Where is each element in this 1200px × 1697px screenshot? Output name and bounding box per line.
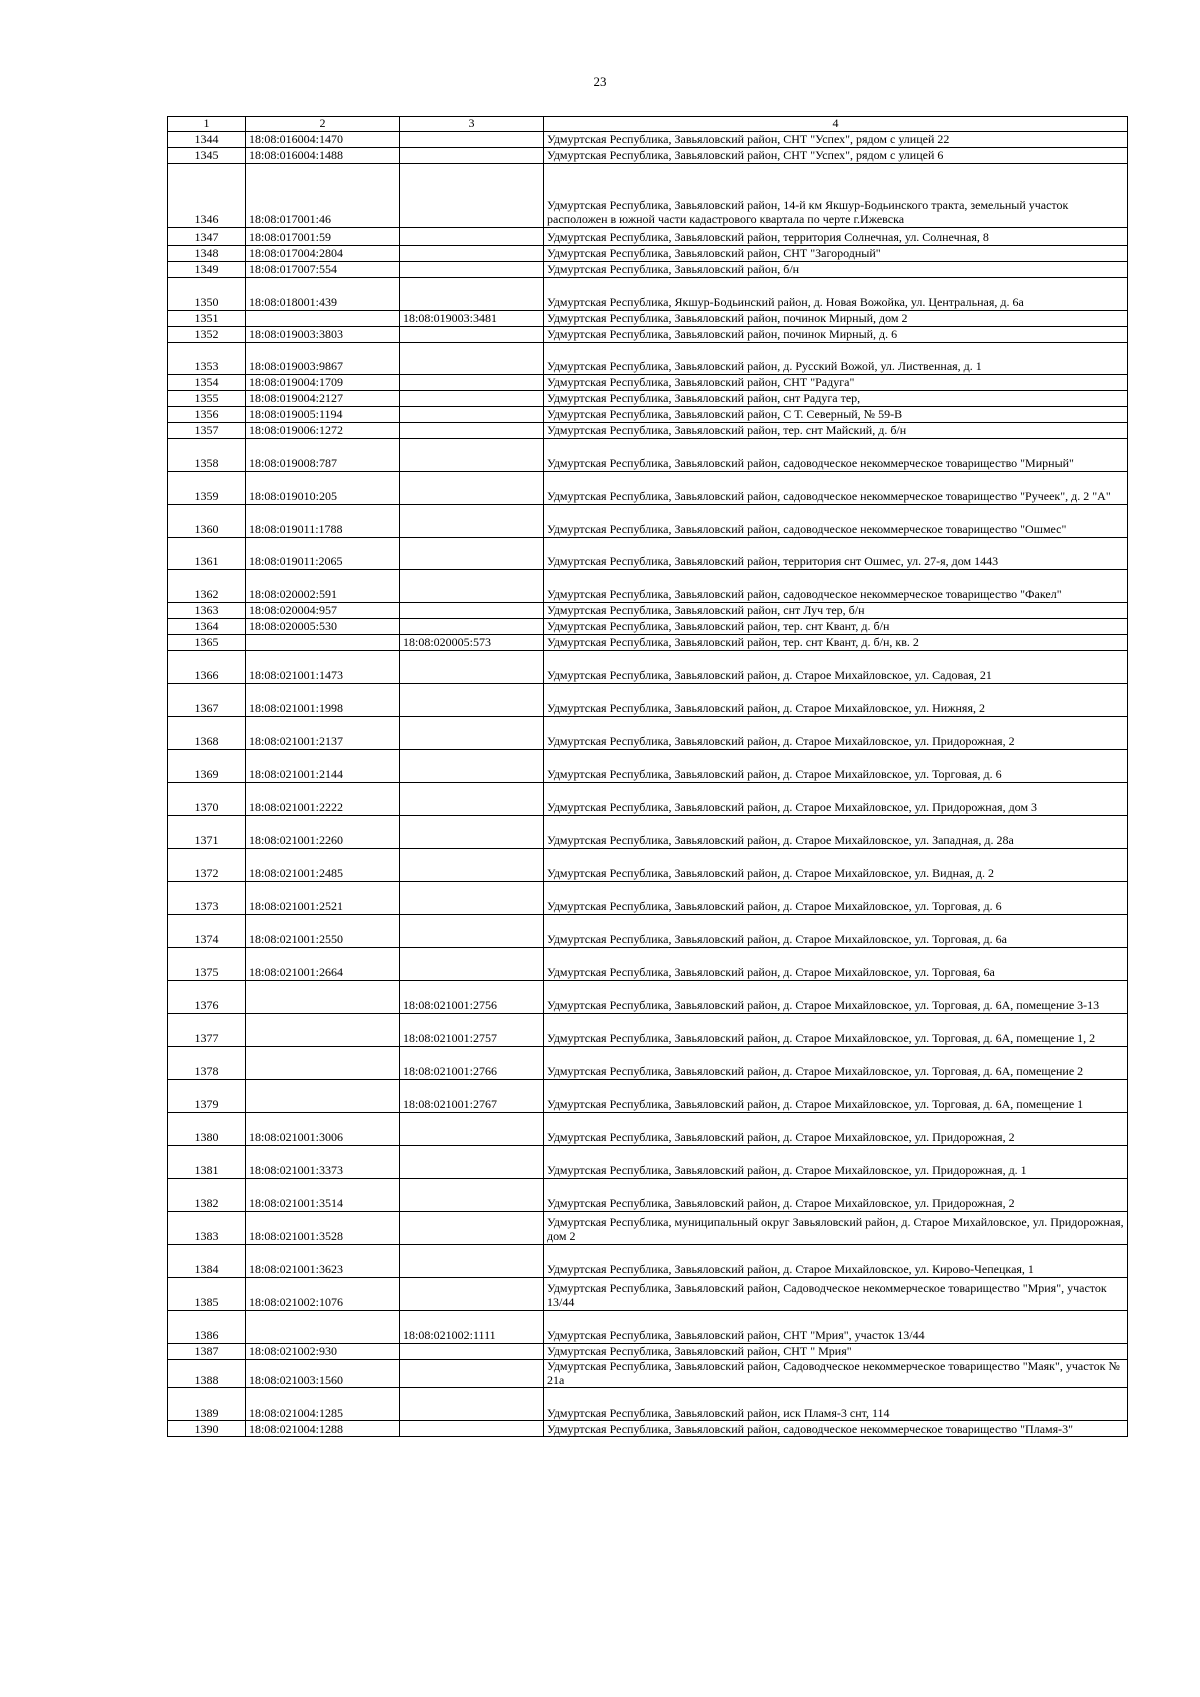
cadastral-number-cell (246, 1079, 400, 1112)
object-number-cell (400, 569, 544, 602)
row-number-cell: 1345 (168, 147, 246, 163)
table-row (168, 390, 1128, 406)
table-row (168, 326, 1128, 342)
cadastral-number-cell: 18:08:021003:1560 (246, 1359, 400, 1388)
object-number-cell (400, 782, 544, 815)
row-number-cell: 1348 (168, 245, 246, 261)
address-cell: Удмуртская Республика, Завьяловский район, садоводческое некоммерческое товарищество "Ручеек", д. 2 "А" (544, 471, 1128, 504)
object-number-cell (400, 1277, 544, 1310)
table-row (168, 782, 1128, 815)
row-number-cell: 1354 (168, 374, 246, 390)
object-number-cell (400, 1359, 544, 1388)
cadastral-number-cell: 18:08:019008:787 (246, 438, 400, 471)
table-row (168, 245, 1128, 261)
row-number-cell: 1385 (168, 1277, 246, 1310)
table-row (168, 650, 1128, 683)
object-number-cell (400, 504, 544, 537)
row-number-cell: 1361 (168, 537, 246, 569)
cadastral-number-cell: 18:08:021001:1998 (246, 683, 400, 716)
header-col-2: 2 (246, 117, 400, 132)
cadastral-number-cell: 18:08:021001:2664 (246, 947, 400, 980)
cadastral-number-cell: 18:08:019003:9867 (246, 342, 400, 374)
address-cell: Удмуртская Республика, Завьяловский район, садоводческое некоммерческое товарищество "Факел" (544, 569, 1128, 602)
object-number-cell (400, 406, 544, 422)
row-number-cell: 1357 (168, 422, 246, 438)
address-cell: Удмуртская Республика, Завьяловский район, д. Старое Михайловское, ул. Придорожная, дом 3 (544, 782, 1128, 815)
table-row (168, 1310, 1128, 1343)
table-row (168, 1046, 1128, 1079)
row-number-cell: 1369 (168, 749, 246, 782)
cadastral-number-cell: 18:08:018001:439 (246, 277, 400, 310)
row-number-cell: 1368 (168, 716, 246, 749)
address-cell: Удмуртская Республика, Завьяловский район, д. Старое Михайловское, ул. Придорожная, 2 (544, 1178, 1128, 1211)
cadastral-number-cell: 18:08:021002:1076 (246, 1277, 400, 1310)
address-cell: Удмуртская Республика, Завьяловский район, 14-й км Якшур-Бодьинского тракта, земельный участок расположен в южной части кадастрового квартала по черте г.Ижевска (544, 163, 1128, 227)
table-row (168, 374, 1128, 390)
cadastral-number-cell: 18:08:020002:591 (246, 569, 400, 602)
row-number-cell: 1384 (168, 1244, 246, 1277)
cadastral-number-cell (246, 1310, 400, 1343)
cadastral-number-cell: 18:08:019011:1788 (246, 504, 400, 537)
row-number-cell: 1366 (168, 650, 246, 683)
address-cell: Удмуртская Республика, Якшур-Бодьинский район, д. Новая Вожойка, ул. Центральная, д. 6а (544, 277, 1128, 310)
address-cell: Удмуртская Республика, Завьяловский район, иск Пламя-3 снт, 114 (544, 1388, 1128, 1421)
object-number-cell (400, 1388, 544, 1421)
row-number-cell: 1352 (168, 326, 246, 342)
object-number-cell (400, 131, 544, 147)
cadastral-number-cell: 18:08:019005:1194 (246, 406, 400, 422)
address-cell: Удмуртская Республика, Завьяловский район, СНТ "Радуга" (544, 374, 1128, 390)
address-cell: Удмуртская Республика, Завьяловский район, д. Старое Михайловское, ул. Торговая, 6а (544, 947, 1128, 980)
row-number-cell: 1381 (168, 1145, 246, 1178)
cadastral-number-cell: 18:08:017001:59 (246, 227, 400, 245)
object-number-cell (400, 245, 544, 261)
table-row (168, 848, 1128, 881)
object-number-cell (400, 147, 544, 163)
cadastral-number-cell: 18:08:021004:1288 (246, 1421, 400, 1437)
address-cell: Удмуртская Республика, Завьяловский район, д. Старое Михайловское, ул. Торговая, д. 6А, помещение 3-13 (544, 980, 1128, 1013)
table-row (168, 131, 1128, 147)
table-row (168, 914, 1128, 947)
address-cell: Удмуртская Республика, Завьяловский район, С Т. Северный, № 59-В (544, 406, 1128, 422)
table-row (168, 683, 1128, 716)
address-cell: Удмуртская Республика, Завьяловский район, д. Старое Михайловское, ул. Торговая, д. 6 (544, 881, 1128, 914)
address-cell: Удмуртская Республика, Завьяловский район, СНТ "Загородный" (544, 245, 1128, 261)
row-number-cell: 1372 (168, 848, 246, 881)
row-number-cell: 1388 (168, 1359, 246, 1388)
address-cell: Удмуртская Республика, Завьяловский район, д. Старое Михайловское, ул. Кирово-Чепецкая, 1 (544, 1244, 1128, 1277)
cadastral-number-cell: 18:08:019006:1272 (246, 422, 400, 438)
table-row (168, 1178, 1128, 1211)
table-row (168, 1013, 1128, 1046)
address-cell: Удмуртская Республика, Завьяловский район, починок Мирный, д. 6 (544, 326, 1128, 342)
cadastral-registry-table (167, 116, 1128, 1437)
cadastral-number-cell: 18:08:021001:2260 (246, 815, 400, 848)
row-number-cell: 1356 (168, 406, 246, 422)
object-number-cell (400, 261, 544, 277)
address-cell: Удмуртская Республика, Завьяловский район, починок Мирный, дом 2 (544, 310, 1128, 326)
row-number-cell: 1375 (168, 947, 246, 980)
address-cell: Удмуртская Республика, Завьяловский район, тер. снт Квант, д. б/н (544, 618, 1128, 634)
address-cell: Удмуртская Республика, Завьяловский район, СНТ " Мрия" (544, 1343, 1128, 1359)
cadastral-number-cell: 18:08:017007:554 (246, 261, 400, 277)
object-number-cell (400, 602, 544, 618)
object-number-cell (400, 1112, 544, 1145)
table-row (168, 422, 1128, 438)
row-number-cell: 1344 (168, 131, 246, 147)
row-number-cell: 1349 (168, 261, 246, 277)
cadastral-number-cell (246, 634, 400, 650)
table-row (168, 1244, 1128, 1277)
table-row (168, 1421, 1128, 1437)
address-cell: Удмуртская Республика, Завьяловский район, д. Старое Михайловское, ул. Торговая, д. 6 (544, 749, 1128, 782)
address-cell: Удмуртская Республика, Завьяловский район, д. Старое Михайловское, ул. Придорожная, 2 (544, 1112, 1128, 1145)
object-number-cell: 18:08:021001:2766 (400, 1046, 544, 1079)
address-cell: Удмуртская Республика, Завьяловский район, садоводческое некоммерческое товарищество "Мирный" (544, 438, 1128, 471)
cadastral-number-cell: 18:08:021001:3373 (246, 1145, 400, 1178)
table-row (168, 634, 1128, 650)
object-number-cell (400, 1343, 544, 1359)
table-row (168, 1112, 1128, 1145)
table-row (168, 1079, 1128, 1112)
object-number-cell (400, 947, 544, 980)
address-cell: Удмуртская Республика, Завьяловский район, Садоводческое некоммерческое товарищество "Мрия", участок 13/44 (544, 1277, 1128, 1310)
object-number-cell (400, 342, 544, 374)
header-col-1: 1 (168, 117, 246, 132)
address-cell: Удмуртская Республика, Завьяловский район, б/н (544, 261, 1128, 277)
cadastral-number-cell (246, 1046, 400, 1079)
row-number-cell: 1364 (168, 618, 246, 634)
row-number-cell: 1389 (168, 1388, 246, 1421)
row-number-cell: 1374 (168, 914, 246, 947)
cadastral-number-cell: 18:08:019004:1709 (246, 374, 400, 390)
object-number-cell (400, 422, 544, 438)
address-cell: Удмуртская Республика, Завьяловский район, д. Старое Михайловское, ул. Торговая, д. 6а (544, 914, 1128, 947)
object-number-cell (400, 1211, 544, 1244)
header-col-3: 3 (400, 117, 544, 132)
page-number: 23 (593, 74, 607, 89)
row-number-cell: 1355 (168, 390, 246, 406)
cadastral-number-cell: 18:08:021001:2550 (246, 914, 400, 947)
cadastral-number-cell: 18:08:021002:930 (246, 1343, 400, 1359)
cadastral-number-cell: 18:08:019004:2127 (246, 390, 400, 406)
address-cell: Удмуртская Республика, Завьяловский район, территория снт Ошмес, ул. 27-я, дом 1443 (544, 537, 1128, 569)
table-row (168, 163, 1128, 227)
address-cell: Удмуртская Республика, Завьяловский район, д. Старое Михайловское, ул. Придорожная, д. 1 (544, 1145, 1128, 1178)
row-number-cell: 1387 (168, 1343, 246, 1359)
object-number-cell (400, 749, 544, 782)
object-number-cell (400, 618, 544, 634)
object-number-cell (400, 537, 544, 569)
address-cell: Удмуртская Республика, Завьяловский район, д. Старое Михайловское, ул. Нижняя, 2 (544, 683, 1128, 716)
table-row (168, 277, 1128, 310)
address-cell: Удмуртская Республика, Завьяловский район, снт Луч тер, б/н (544, 602, 1128, 618)
header-row (168, 117, 1128, 132)
cadastral-number-cell (246, 310, 400, 326)
table-row (168, 310, 1128, 326)
header-col-4: 4 (544, 117, 1128, 132)
row-number-cell: 1373 (168, 881, 246, 914)
row-number-cell: 1382 (168, 1178, 246, 1211)
object-number-cell (400, 471, 544, 504)
cadastral-number-cell: 18:08:020005:530 (246, 618, 400, 634)
row-number-cell: 1378 (168, 1046, 246, 1079)
table-row (168, 227, 1128, 245)
table-row (168, 1388, 1128, 1421)
object-number-cell (400, 326, 544, 342)
address-cell: Удмуртская Республика, Завьяловский район, тер. снт Квант, д. б/н, кв. 2 (544, 634, 1128, 650)
table-row (168, 947, 1128, 980)
address-cell: Удмуртская Республика, Завьяловский район, д. Русский Вожой, ул. Лиственная, д. 1 (544, 342, 1128, 374)
object-number-cell (400, 374, 544, 390)
row-number-cell: 1351 (168, 310, 246, 326)
table-row (168, 618, 1128, 634)
object-number-cell: 18:08:021001:2757 (400, 1013, 544, 1046)
table-row (168, 1359, 1128, 1388)
object-number-cell: 18:08:021001:2756 (400, 980, 544, 1013)
object-number-cell (400, 1244, 544, 1277)
row-number-cell: 1383 (168, 1211, 246, 1244)
object-number-cell: 18:08:019003:3481 (400, 310, 544, 326)
row-number-cell: 1390 (168, 1421, 246, 1437)
row-number-cell: 1363 (168, 602, 246, 618)
object-number-cell (400, 163, 544, 227)
table-row (168, 147, 1128, 163)
address-cell: Удмуртская Республика, Завьяловский район, территория Солнечная, ул. Солнечная, 8 (544, 227, 1128, 245)
object-number-cell (400, 815, 544, 848)
address-cell: Удмуртская Республика, Завьяловский район, д. Старое Михайловское, ул. Торговая, д. 6А, помещение 1 (544, 1079, 1128, 1112)
cadastral-number-cell: 18:08:016004:1488 (246, 147, 400, 163)
object-number-cell: 18:08:021002:1111 (400, 1310, 544, 1343)
table-row (168, 716, 1128, 749)
object-number-cell (400, 650, 544, 683)
row-number-cell: 1347 (168, 227, 246, 245)
address-cell: Удмуртская Республика, Завьяловский район, д. Старое Михайловское, ул. Придорожная, 2 (544, 716, 1128, 749)
cadastral-number-cell: 18:08:021001:3514 (246, 1178, 400, 1211)
object-number-cell (400, 683, 544, 716)
row-number-cell: 1362 (168, 569, 246, 602)
table-body (168, 131, 1128, 1437)
address-cell: Удмуртская Республика, муниципальный округ Завьяловский район, д. Старое Михайловское, ул. Придорожная, дом 2 (544, 1211, 1128, 1244)
table-row (168, 438, 1128, 471)
object-number-cell (400, 848, 544, 881)
cadastral-number-cell: 18:08:021001:1473 (246, 650, 400, 683)
address-cell: Удмуртская Республика, Завьяловский район, д. Старое Михайловское, ул. Торговая, д. 6А, помещение 2 (544, 1046, 1128, 1079)
address-cell: Удмуртская Республика, Завьяловский район, садоводческое некоммерческое товарищество "Ошмес" (544, 504, 1128, 537)
row-number-cell: 1350 (168, 277, 246, 310)
cadastral-number-cell (246, 1013, 400, 1046)
object-number-cell (400, 914, 544, 947)
address-cell: Удмуртская Республика, Завьяловский район, СНТ "Успех", рядом с улицей 6 (544, 147, 1128, 163)
address-cell: Удмуртская Республика, Завьяловский район, СНТ "Успех", рядом с улицей 22 (544, 131, 1128, 147)
table-row (168, 749, 1128, 782)
table-row (168, 1211, 1128, 1244)
object-number-cell (400, 438, 544, 471)
table-row (168, 537, 1128, 569)
address-cell: Удмуртская Республика, Завьяловский район, д. Старое Михайловское, ул. Видная, д. 2 (544, 848, 1128, 881)
cadastral-number-cell: 18:08:020004:957 (246, 602, 400, 618)
row-number-cell: 1386 (168, 1310, 246, 1343)
cadastral-number-cell: 18:08:021001:2222 (246, 782, 400, 815)
object-number-cell (400, 277, 544, 310)
object-number-cell (400, 227, 544, 245)
object-number-cell (400, 716, 544, 749)
cadastral-number-cell: 18:08:021001:3006 (246, 1112, 400, 1145)
address-cell: Удмуртская Республика, Завьяловский район, садоводческое некоммерческое товарищество "Пламя-3" (544, 1421, 1128, 1437)
cadastral-number-cell: 18:08:021004:1285 (246, 1388, 400, 1421)
address-cell: Удмуртская Республика, Завьяловский район, тер. снт Майский, д. б/н (544, 422, 1128, 438)
row-number-cell: 1353 (168, 342, 246, 374)
object-number-cell: 18:08:021001:2767 (400, 1079, 544, 1112)
row-number-cell: 1346 (168, 163, 246, 227)
cadastral-number-cell: 18:08:021001:2137 (246, 716, 400, 749)
table-row (168, 602, 1128, 618)
cadastral-number-cell: 18:08:017001:46 (246, 163, 400, 227)
cadastral-number-cell: 18:08:017004:2804 (246, 245, 400, 261)
object-number-cell (400, 881, 544, 914)
object-number-cell (400, 1178, 544, 1211)
address-cell: Удмуртская Республика, Завьяловский район, д. Старое Михайловское, ул. Западная, д. 28а (544, 815, 1128, 848)
cadastral-number-cell: 18:08:021001:3623 (246, 1244, 400, 1277)
cadastral-number-cell: 18:08:021001:2485 (246, 848, 400, 881)
table-row (168, 1277, 1128, 1310)
cadastral-number-cell: 18:08:019003:3803 (246, 326, 400, 342)
table-row (168, 569, 1128, 602)
row-number-cell: 1371 (168, 815, 246, 848)
address-cell: Удмуртская Республика, Завьяловский район, снт Радуга тер, (544, 390, 1128, 406)
table-row (168, 342, 1128, 374)
object-number-cell: 18:08:020005:573 (400, 634, 544, 650)
row-number-cell: 1359 (168, 471, 246, 504)
row-number-cell: 1376 (168, 980, 246, 1013)
cadastral-number-cell: 18:08:019010:205 (246, 471, 400, 504)
cadastral-number-cell: 18:08:019011:2065 (246, 537, 400, 569)
table-row (168, 261, 1128, 277)
row-number-cell: 1380 (168, 1112, 246, 1145)
cadastral-number-cell: 18:08:016004:1470 (246, 131, 400, 147)
address-cell: Удмуртская Республика, Завьяловский район, д. Старое Михайловское, ул. Торговая, д. 6А, помещение 1, 2 (544, 1013, 1128, 1046)
cadastral-number-cell (246, 980, 400, 1013)
row-number-cell: 1360 (168, 504, 246, 537)
table-row (168, 471, 1128, 504)
address-cell: Удмуртская Республика, Завьяловский район, д. Старое Михайловское, ул. Садовая, 21 (544, 650, 1128, 683)
row-number-cell: 1367 (168, 683, 246, 716)
table-row (168, 504, 1128, 537)
table-row (168, 881, 1128, 914)
row-number-cell: 1365 (168, 634, 246, 650)
object-number-cell (400, 1421, 544, 1437)
cadastral-number-cell: 18:08:021001:3528 (246, 1211, 400, 1244)
row-number-cell: 1379 (168, 1079, 246, 1112)
table-row (168, 980, 1128, 1013)
row-number-cell: 1377 (168, 1013, 246, 1046)
address-cell: Удмуртская Республика, Завьяловский район, Садоводческое некоммерческое товарищество "Маяк", участок № 21а (544, 1359, 1128, 1388)
table-row (168, 1145, 1128, 1178)
table-row (168, 406, 1128, 422)
cadastral-number-cell: 18:08:021001:2144 (246, 749, 400, 782)
row-number-cell: 1358 (168, 438, 246, 471)
object-number-cell (400, 1145, 544, 1178)
table-row (168, 1343, 1128, 1359)
cadastral-number-cell: 18:08:021001:2521 (246, 881, 400, 914)
address-cell: Удмуртская Республика, Завьяловский район, СНТ "Мрия", участок 13/44 (544, 1310, 1128, 1343)
table-row (168, 815, 1128, 848)
row-number-cell: 1370 (168, 782, 246, 815)
object-number-cell (400, 390, 544, 406)
